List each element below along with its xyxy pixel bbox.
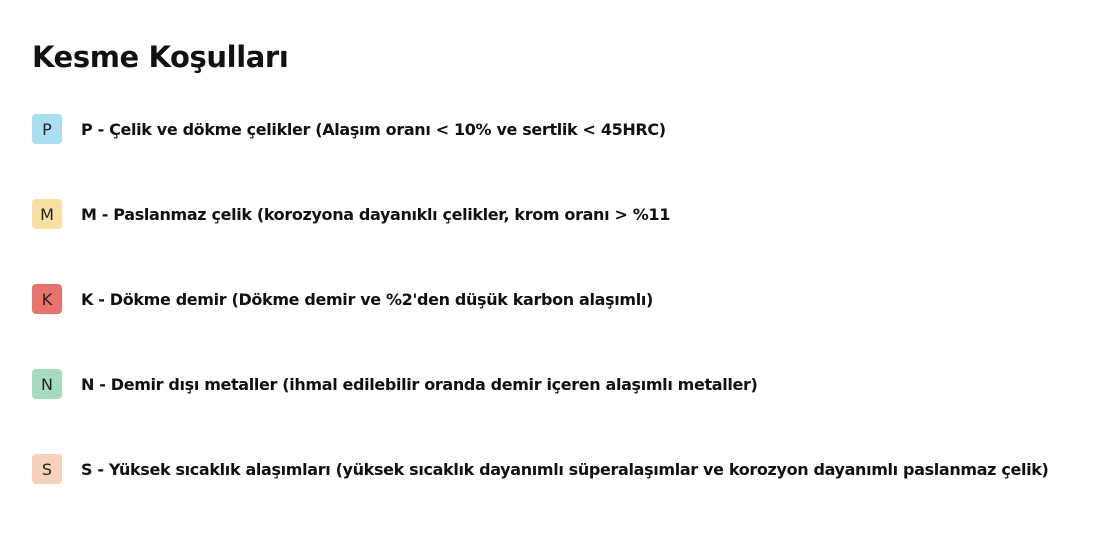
material-item-k bbox=[32, 284, 1049, 314]
material-badge-p: P bbox=[32, 114, 62, 144]
material-item-m bbox=[32, 199, 1049, 229]
material-label-k: K - Dökme demir (Dökme demir ve %2'den düşük karbon alaşımlı) bbox=[81, 289, 653, 309]
material-item-n bbox=[32, 369, 1049, 399]
page-title: Kesme Koşulları bbox=[32, 40, 289, 74]
material-badge-k: K bbox=[32, 284, 62, 314]
material-label-m: M - Paslanmaz çelik (korozyona dayanıklı çelikler, krom oranı > %11 bbox=[81, 204, 670, 224]
material-list bbox=[32, 114, 1049, 484]
material-label-s: S - Yüksek sıcaklık alaşımları (yüksek sıcaklık dayanımlı süperalaşımlar ve korozyon dayanımlı paslanmaz çelik) bbox=[81, 459, 1049, 479]
material-label-p: P - Çelik ve dökme çelikler (Alaşım oranı < 10% ve sertlik < 45HRC) bbox=[81, 119, 666, 139]
material-badge-m: M bbox=[32, 199, 62, 229]
material-badge-s: S bbox=[32, 454, 62, 484]
material-badge-n: N bbox=[32, 369, 62, 399]
material-item-p bbox=[32, 114, 1049, 144]
material-item-s bbox=[32, 454, 1049, 484]
material-label-n: N - Demir dışı metaller (ihmal edilebilir oranda demir içeren alaşımlı metaller) bbox=[81, 374, 758, 394]
